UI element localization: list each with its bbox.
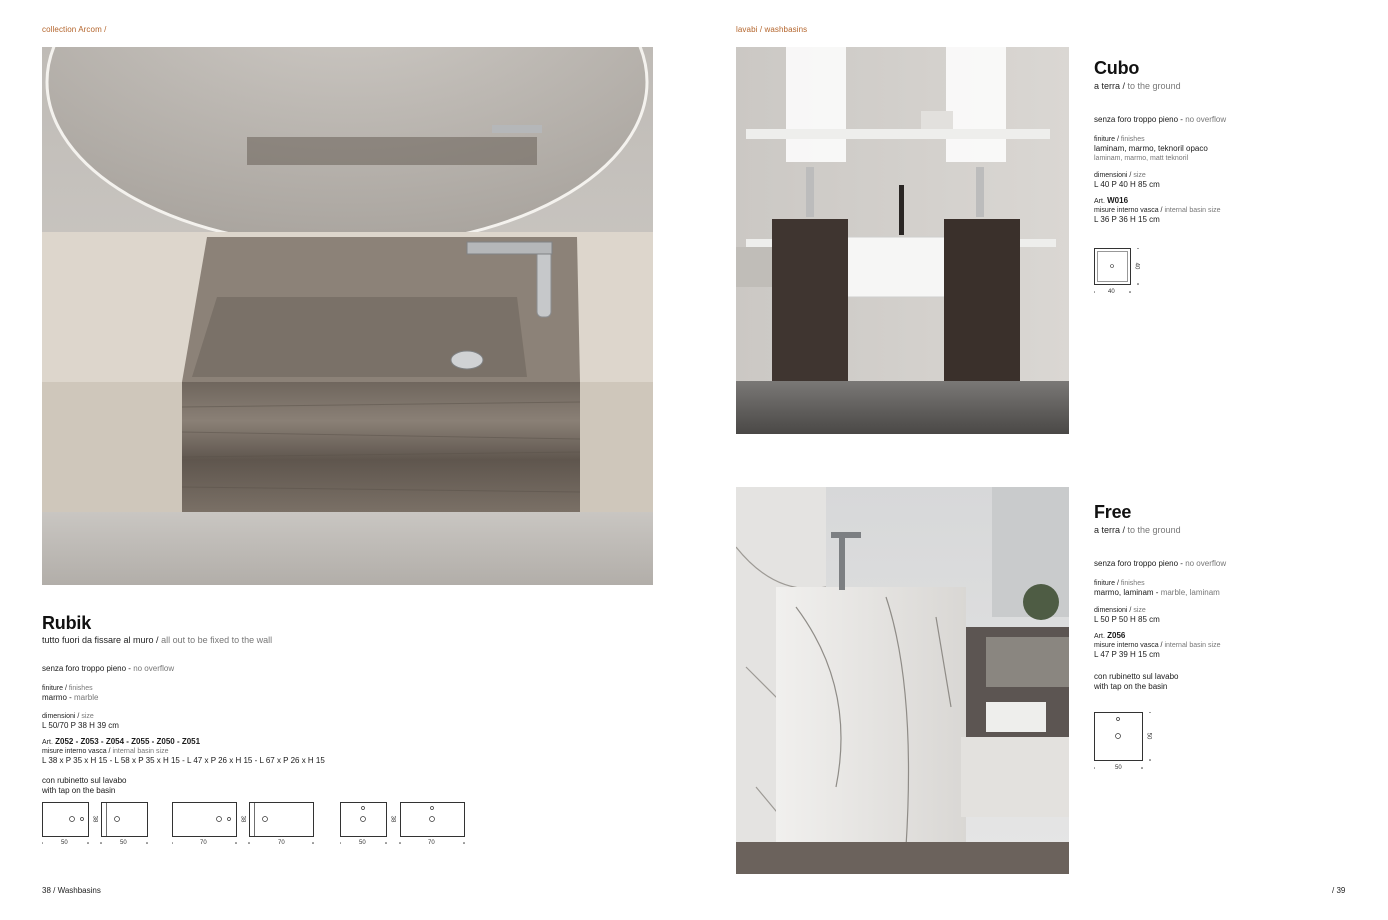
free-diagram-width: 50 — [1115, 765, 1122, 771]
cubo-overflow-en: no overflow — [1185, 115, 1227, 124]
rubik-finishes-label-it: finiture / — [42, 685, 67, 692]
free-subtitle-it: a terra / — [1094, 525, 1126, 535]
rubik-art-label: Art. — [42, 739, 53, 746]
cubo-size-label-it: dimensioni / — [1094, 172, 1132, 179]
rubik-size — [42, 712, 462, 731]
free-tap — [1094, 672, 1364, 692]
free-diagram — [1094, 712, 1164, 774]
free-subtitle-en: to the ground — [1127, 525, 1181, 535]
cubo-subtitle-en: to the ground — [1127, 81, 1181, 91]
cubo-photo — [736, 47, 1069, 434]
free-internal-label-en: internal basin size — [1164, 642, 1221, 649]
cubo-title: Cubo — [1094, 58, 1140, 78]
free-art-codes: Z056 — [1107, 631, 1126, 640]
free-finishes-label-it: finiture / — [1094, 580, 1119, 587]
rubik-overflow-en: no overflow — [133, 664, 175, 673]
rubik-diagram-3-width: 50 — [359, 840, 366, 846]
rubik-diagram-1 — [42, 802, 152, 850]
rubik-size-value: L 50/70 P 38 H 39 cm — [42, 721, 119, 730]
rubik-finishes — [42, 684, 462, 703]
free-photo — [736, 487, 1069, 874]
cubo-finishes-label-en: finishes — [1120, 136, 1145, 143]
free-tap-en: with tap on the basin — [1094, 682, 1168, 691]
cubo-finishes-en: laminam, marmo, matt teknoril — [1094, 155, 1189, 162]
rubik-internal-value: L 38 x P 35 x H 15 - L 58 x P 35 x H 15 - L 47 x P 26 x H 15 - L 67 x P 26 x H 15 — [42, 756, 325, 765]
rubik-title: Rubik — [42, 613, 92, 633]
cubo-finishes — [1094, 135, 1364, 163]
rubik-subtitle — [42, 635, 272, 645]
free-diagram-depth: 50 — [1145, 732, 1152, 740]
rubik-finishes-it: marmo - — [42, 693, 72, 702]
cubo-specs — [1094, 115, 1364, 225]
rubik-diagram-3-width2: 70 — [428, 840, 435, 846]
cubo-diagram-depth: 40 — [1133, 262, 1140, 270]
rubik-tap-en: with tap on the basin — [42, 786, 116, 795]
rubik-subtitle-en: all out to be fixed to the wall — [161, 635, 273, 645]
rubik-diagram-2-depth: 38 — [239, 815, 246, 823]
footer-right: / 39 — [1332, 886, 1346, 895]
free-internal-label-it: misure interno vasca / — [1094, 642, 1163, 649]
rubik-subtitle-it: tutto fuori da fissare al muro / — [42, 635, 159, 645]
cubo-diagram-width: 40 — [1108, 289, 1115, 295]
cubo-art — [1094, 196, 1364, 225]
rubik-internal-label-en: internal basin size — [112, 748, 169, 755]
free-overflow-it: senza foro troppo pieno - — [1094, 559, 1183, 568]
cubo-internal-label-en: internal basin size — [1164, 207, 1221, 214]
free-finishes-en: marble, laminam — [1160, 588, 1220, 597]
free-finishes-it: marmo, laminam - — [1094, 588, 1159, 597]
rubik-diagram-3-depth: 38 — [389, 815, 396, 823]
free-specs — [1094, 559, 1364, 692]
free-size-label-it: dimensioni / — [1094, 607, 1132, 614]
breadcrumb-right: lavabi / washbasins — [736, 25, 808, 34]
rubik-diagram-3 — [340, 802, 470, 850]
cubo-finishes-label-it: finiture / — [1094, 136, 1119, 143]
cubo-finishes-it: laminam, marmo, teknoril opaco — [1094, 144, 1208, 153]
cubo-overflow — [1094, 115, 1364, 125]
cubo-internal-value: L 36 P 36 H 15 cm — [1094, 215, 1160, 224]
rubik-diagram-1-depth: 38 — [91, 815, 98, 823]
rubik-diagram-1-width: 50 — [61, 840, 68, 846]
rubik-diagram-1-width2: 50 — [120, 840, 127, 846]
breadcrumb-left: collection Arcom / — [42, 25, 107, 34]
free-subtitle — [1094, 525, 1181, 535]
rubik-diagram-2 — [172, 802, 317, 850]
footer-left: 38 / Washbasins — [42, 886, 101, 895]
free-art — [1094, 631, 1364, 660]
cubo-size-label-en: size — [1133, 172, 1146, 179]
cubo-internal-label-it: misure interno vasca / — [1094, 207, 1163, 214]
rubik-art-codes: Z052 - Z053 - Z054 - Z055 - Z050 - Z051 — [55, 737, 201, 746]
free-title: Free — [1094, 502, 1132, 522]
rubik-internal-label-it: misure interno vasca / — [42, 748, 111, 755]
cubo-size-value: L 40 P 40 H 85 cm — [1094, 180, 1160, 189]
cubo-subtitle-it: a terra / — [1094, 81, 1126, 91]
free-internal-value: L 47 P 39 H 15 cm — [1094, 650, 1160, 659]
cubo-overflow-it: senza foro troppo pieno - — [1094, 115, 1183, 124]
free-size-value: L 50 P 50 H 85 cm — [1094, 615, 1160, 624]
rubik-overflow-it: senza foro troppo pieno - — [42, 664, 131, 673]
rubik-specs — [42, 664, 462, 796]
cubo-art-codes: W016 — [1107, 196, 1129, 205]
rubik-overflow — [42, 664, 462, 674]
free-size-label-en: size — [1133, 607, 1146, 614]
rubik-diagram-2-width: 70 — [200, 840, 207, 846]
free-art-label: Art. — [1094, 633, 1105, 640]
cubo-art-label: Art. — [1094, 198, 1105, 205]
free-overflow-en: no overflow — [1185, 559, 1227, 568]
rubik-tap — [42, 776, 462, 796]
rubik-art — [42, 737, 462, 766]
rubik-finishes-en: marble — [74, 693, 99, 702]
rubik-photo — [42, 47, 653, 585]
free-finishes — [1094, 579, 1364, 598]
free-tap-it: con rubinetto sul lavabo — [1094, 672, 1179, 681]
cubo-diagram — [1094, 248, 1154, 300]
free-overflow — [1094, 559, 1364, 569]
cubo-size — [1094, 171, 1364, 190]
free-size — [1094, 606, 1364, 625]
rubik-finishes-label-en: finishes — [68, 685, 93, 692]
rubik-diagram-2-width2: 70 — [278, 840, 285, 846]
rubik-size-label-it: dimensioni / — [42, 713, 80, 720]
rubik-size-label-en: size — [81, 713, 94, 720]
rubik-tap-it: con rubinetto sul lavabo — [42, 776, 127, 785]
cubo-subtitle — [1094, 81, 1181, 91]
free-finishes-label-en: finishes — [1120, 580, 1145, 587]
